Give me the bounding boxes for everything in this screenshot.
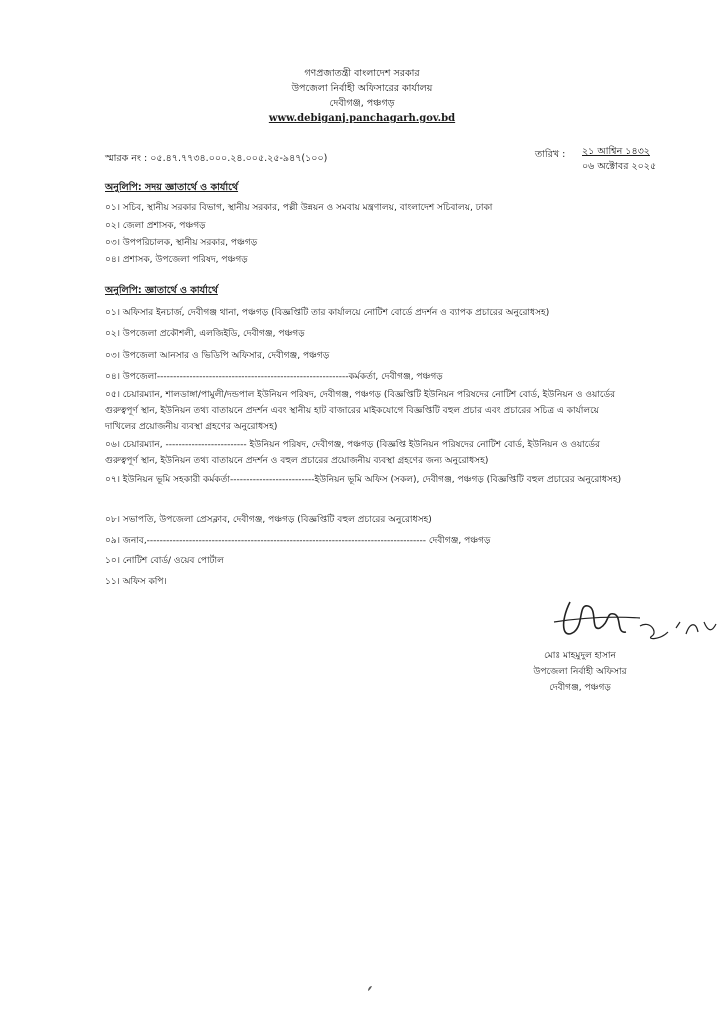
signatory-name: মোঃ মাহমুদুল হাসান [544,651,616,661]
section1-item: ০১। সচিব, স্থানীয় সরকার বিভাগ, স্থানীয় সরকার, পল্লী উন্নয়ন ও সমবায় মন্ত্রণালয়, বাংলাদেশ সচিবালয়, ঢাকা [105,203,493,213]
signatory-designation: উপজেলা নির্বাহী অফিসার [533,667,627,677]
section2-item: ০২। উপজেলা প্রকৌশলী, এলজিইডি, দেবীগঞ্জ, পঞ্চগড় [105,329,305,339]
section2-item: ০৭। ইউনিয়ন ভূমি সহকারী কর্মকর্তা--------------------------ইউনিয়ন ভূমি অফিস (সকল), দেবীগঞ্জ, পঞ্চগড় (বিজ্ঞপ্তিটি বহুল প্রচারের অনুরোধসহ) [105,475,622,485]
date-bengali: ২১ আশ্বিন ১৪৩২ [582,146,650,157]
memo-number: স্মারক নং : ০৫.৪৭.৭৭৩৪.০০০.২৪.০০৫.২৫-৯৪৭(১০০) [105,153,328,164]
section2-item: ১১। অফিস কপি। [105,577,167,587]
section1-item: ০২। জেলা প্রশাসক, পঞ্চগড় [105,221,206,231]
section2-item: ০৮। সভাপতি, উপজেলা প্রেসক্লাব, দেবীগঞ্জ, পঞ্চগড় (বিজ্ঞপ্তিটি বহুল প্রচারের অনুরোধসহ) [105,515,432,525]
signatory-location: দেবীগঞ্জ, পঞ্চগড় [549,683,611,693]
section1-item: ০৪। প্রশাসক, উপজেলা পরিষদ, পঞ্চগড় [105,255,248,265]
section1-item: ০৩। উপপরিচালক, স্থানীয় সরকার, পঞ্চগড় [105,238,258,248]
date-block [582,144,656,174]
handwritten-signature [540,592,720,644]
signatory-block [510,648,650,696]
date-label: তারিখ : [535,149,566,160]
header-government: গণপ্রজাতন্ত্রী বাংলাদেশ সরকার [304,68,420,79]
scan-speck [367,985,373,992]
section2-item: ১০। নোটিশ বোর্ড/ ওয়েব পোর্টাল [105,556,224,566]
section2-item: ০৪। উপজেলা-----------------------------------------------------------কর্মকর্তা, দেবীগঞ্জ, পঞ্চগড় [105,372,443,382]
date-english: ০৬ অক্টোবর ২০২৫ [582,161,657,172]
header-website-link[interactable]: www.debiganj.panchagarh.gov.bd [268,113,456,124]
section1-title: অনুলিপি: সদয় জ্ঞাতার্থে ও কার্যার্থে [105,182,239,193]
section2-item: ০৩। উপজেলা আনসার ও ভিডিপি অফিসার, দেবীগঞ্জ, পঞ্চগড় [105,351,330,361]
header-office: উপজেলা নির্বাহী অফিসারের কার্যালয় [291,83,433,94]
section2-item: ০৬। চেয়ারম্যান, ------------------------- ইউনিয়ন পরিষদ, দেবীগঞ্জ, পঞ্চগড় (বিজ্ঞপ্তি ইউনিয়ন পরিষদের নোটিশ বোর্ড, ইউনিয়ন ও ওয়ার্ডের গুরুত্বপূর্ণ স্থান, ইউনিয়ন তথ্য বাতায়নে প্রদর্শন ও বহুল প্রচারের প্রয়োজনীয় ব্যবস্থা গ্রহণের জন্য অনুরোধসহ) [105,440,600,466]
section2-item: ০৫। চেয়ারম্যান, শালডাঙ্গা/পামুলী/দন্ডপাল ইউনিয়ন পরিষদ, দেবীগঞ্জ, পঞ্চগড় (বিজ্ঞপ্তিটি ইউনিয়ন পরিষদের নোটিশ বোর্ড, ইউনিয়ন ও ওয়ার্ডের গুরুত্বপূর্ণ স্থান, ইউনিয়ন তথ্য বাতায়নে প্রদর্শন এবং স্থানীয় হাট বাজারের মাইকযোগে বিজ্ঞপ্তিটি বহুল প্রচার এবং প্রচারের সচিত্র এ কার্যালয়ে দাখিলের প্রয়োজনীয় ব্যবস্থা গ্রহণের অনুরোধসহ) [105,390,616,432]
section2-item: ০১। অফিসার ইনচার্জ, দেবীগঞ্জ থানা, পঞ্চগড় (বিজ্ঞপ্তিটি তার কার্যালয়ে নোটিশ বোর্ডে প্রদর্শন ও ব্যাপক প্রচারের অনুরোধসহ) [105,308,550,318]
header-location: দেবীগঞ্জ, পঞ্চগড় [329,98,395,109]
section2-title: অনুলিপি: জ্ঞাতার্থে ও কার্যার্থে [105,285,218,296]
section2-item: ০৯। জনাব,-------------------------------------------------------------------------------------- দেবীগঞ্জ, পঞ্চগড় [105,536,491,546]
